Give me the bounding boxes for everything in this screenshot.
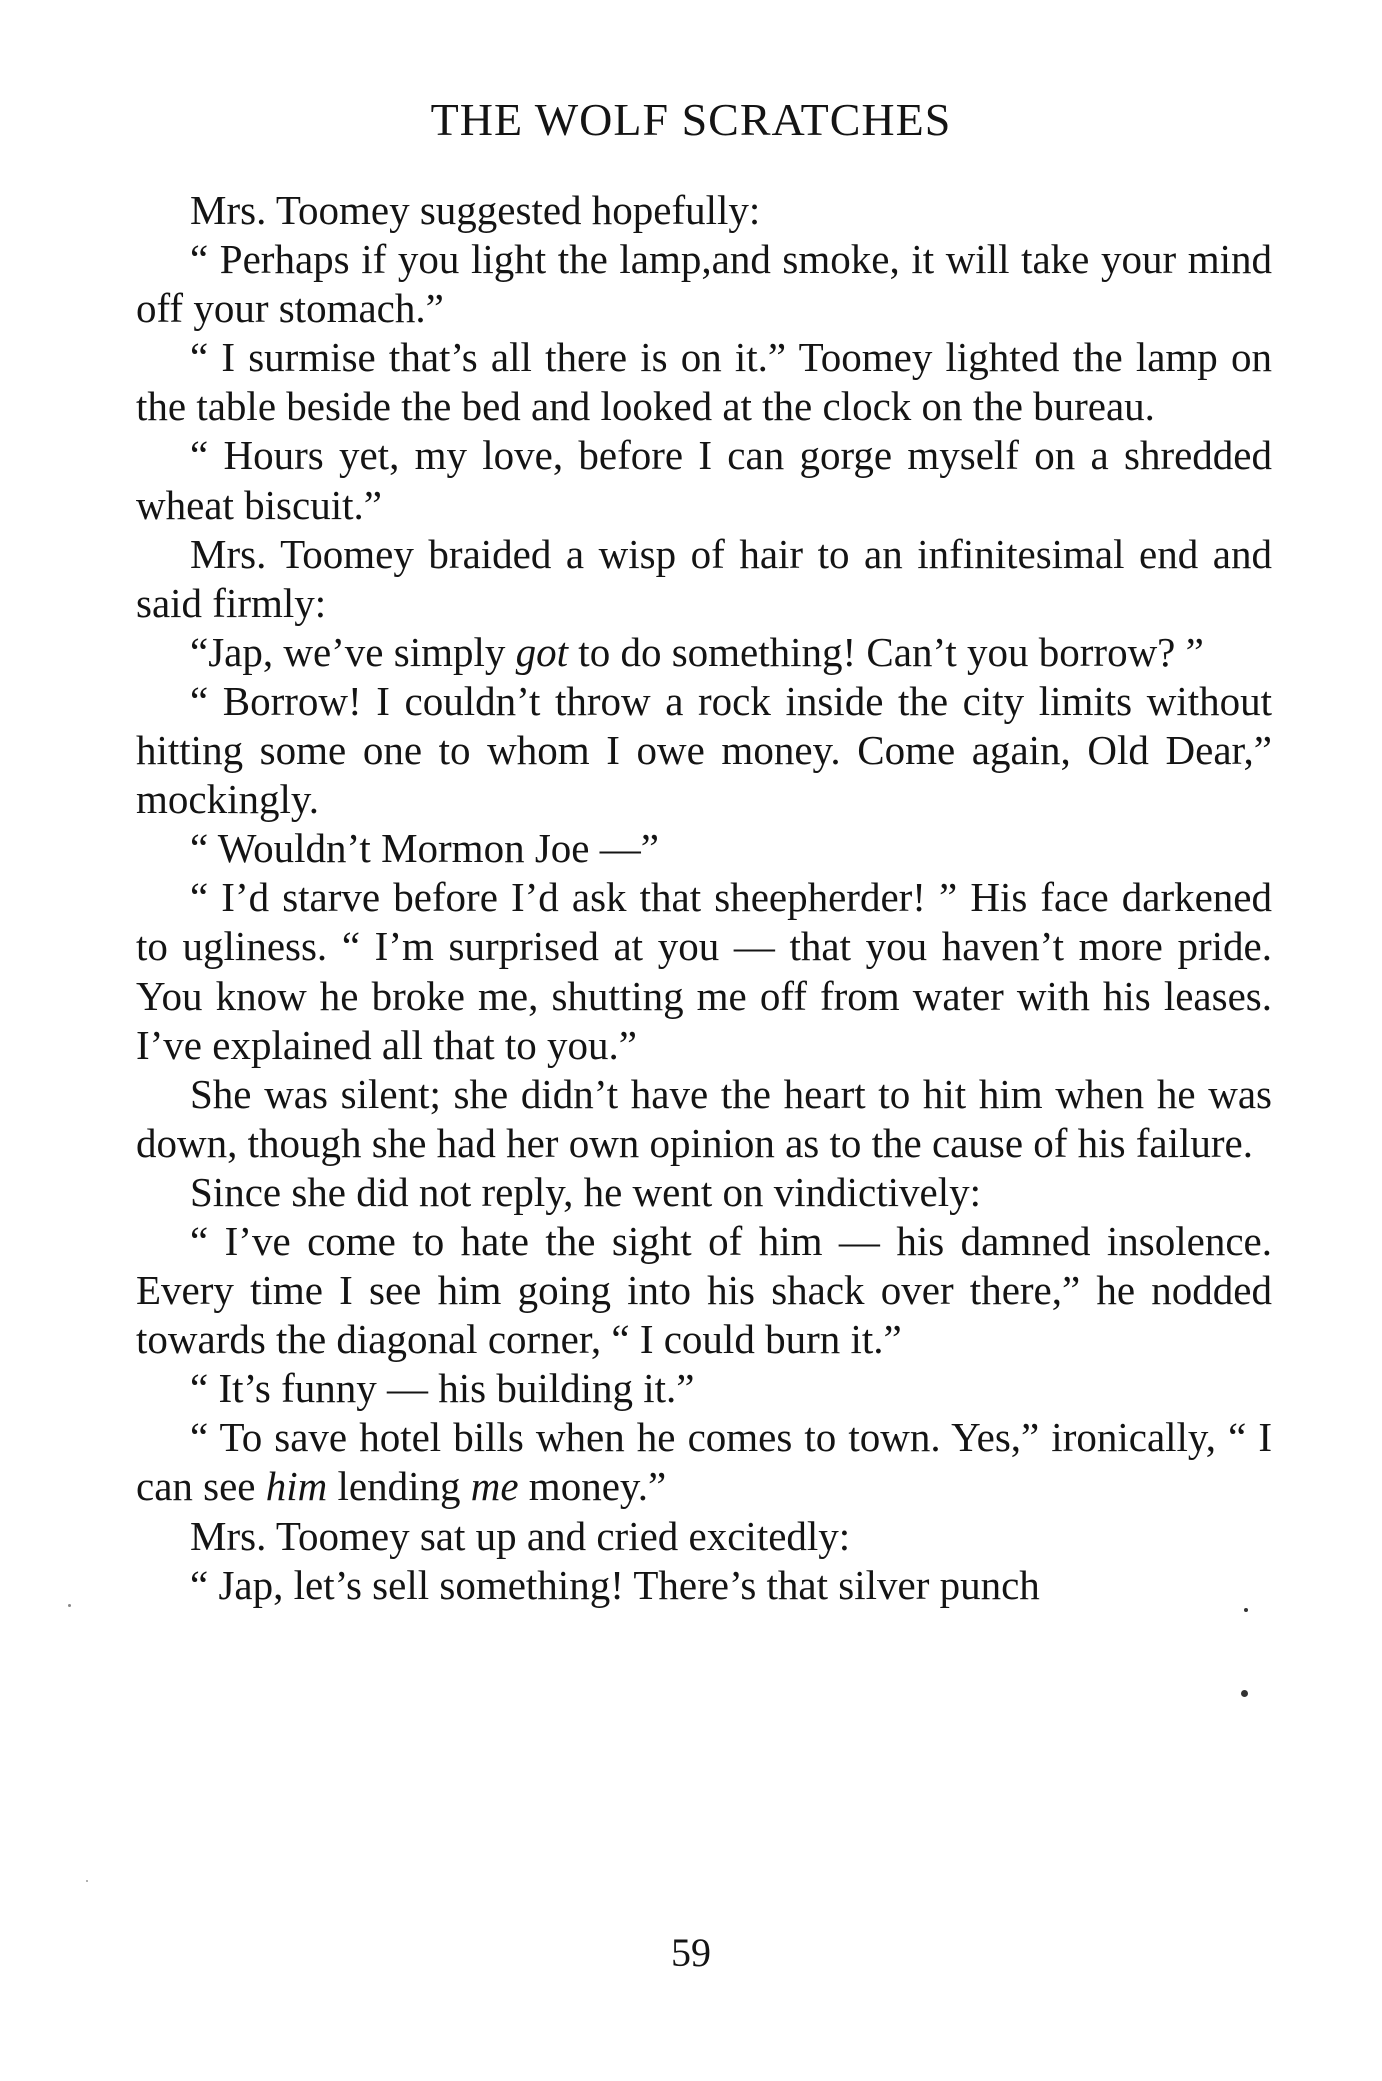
ink-speck [1241,1690,1248,1697]
paragraph: “ Borrow! I couldn’t throw a rock inside the city limits without hitting some one to whom I owe money. Come again, Old Dear,” mockingly. [136,677,1272,823]
paragraph: “ Hours yet, my love, before I can gorge myself on a shredded wheat biscuit.” [136,432,1272,528]
italic-word: him [265,1463,328,1510]
paragraph: Mrs. Toomey suggested hopefully: [190,187,761,233]
paragraph: “ I surmise that’s all there is on it.” Toomey lighted the lamp on the table beside the bed and looked at the clock on the bureau. [136,334,1272,430]
italic-word: me [470,1463,519,1510]
paragraph: Mrs. Toomey sat up and cried excitedly: [190,1512,851,1559]
paragraph: “ Wouldn’t Mormon Joe —” [190,825,659,872]
paragraph: She was silent; she didn’t have the heart to hit him when he was down, though she had her own opinion as to the cause of his failure. [136,1070,1272,1166]
page-number: 59 [671,1930,711,1975]
ink-speck [68,1604,71,1607]
paragraph: “ I’ve come to hate the sight of him — his damned insolence. Every time I see him going into his shack over there,” he nodded towards the diagonal corner, “ I could burn it.” [136,1217,1272,1363]
paragraph: “ I’d starve before I’d ask that sheepherder! ” His face darkened to ugliness. “ I’m surprised at you — that you haven’t more pride. You know he broke me, shutting me off from water with his leases. I’ve explained all that to you.” [136,874,1272,1068]
paragraph: Since she did not reply, he went on vindictively: [190,1168,981,1215]
running-head: THE WOLF SCRATCHES [430,94,952,145]
paragraph: “Jap, we’ve simply got to do something! Can’t you borrow? ” [190,628,1204,675]
paragraph: Mrs. Toomey braided a wisp of hair to an infinitesimal end and said firmly: [136,530,1272,626]
ink-speck [1244,1608,1248,1612]
paragraph: “ Jap, let’s sell something! There’s that silver punch [190,1561,1040,1608]
paragraph: “ It’s funny — his building it.” [190,1365,695,1412]
paragraph: “ Perhaps if you light the lamp,and smoke, it will take your mind off your stomach.” [136,236,1272,332]
italic-word: got [515,628,569,675]
body-text [136,186,1272,1610]
paragraph: “ To save hotel bills when he comes to town. Yes,” ironically, “ I can see him lending me money.” [136,1414,1272,1510]
ink-speck [86,1880,88,1882]
